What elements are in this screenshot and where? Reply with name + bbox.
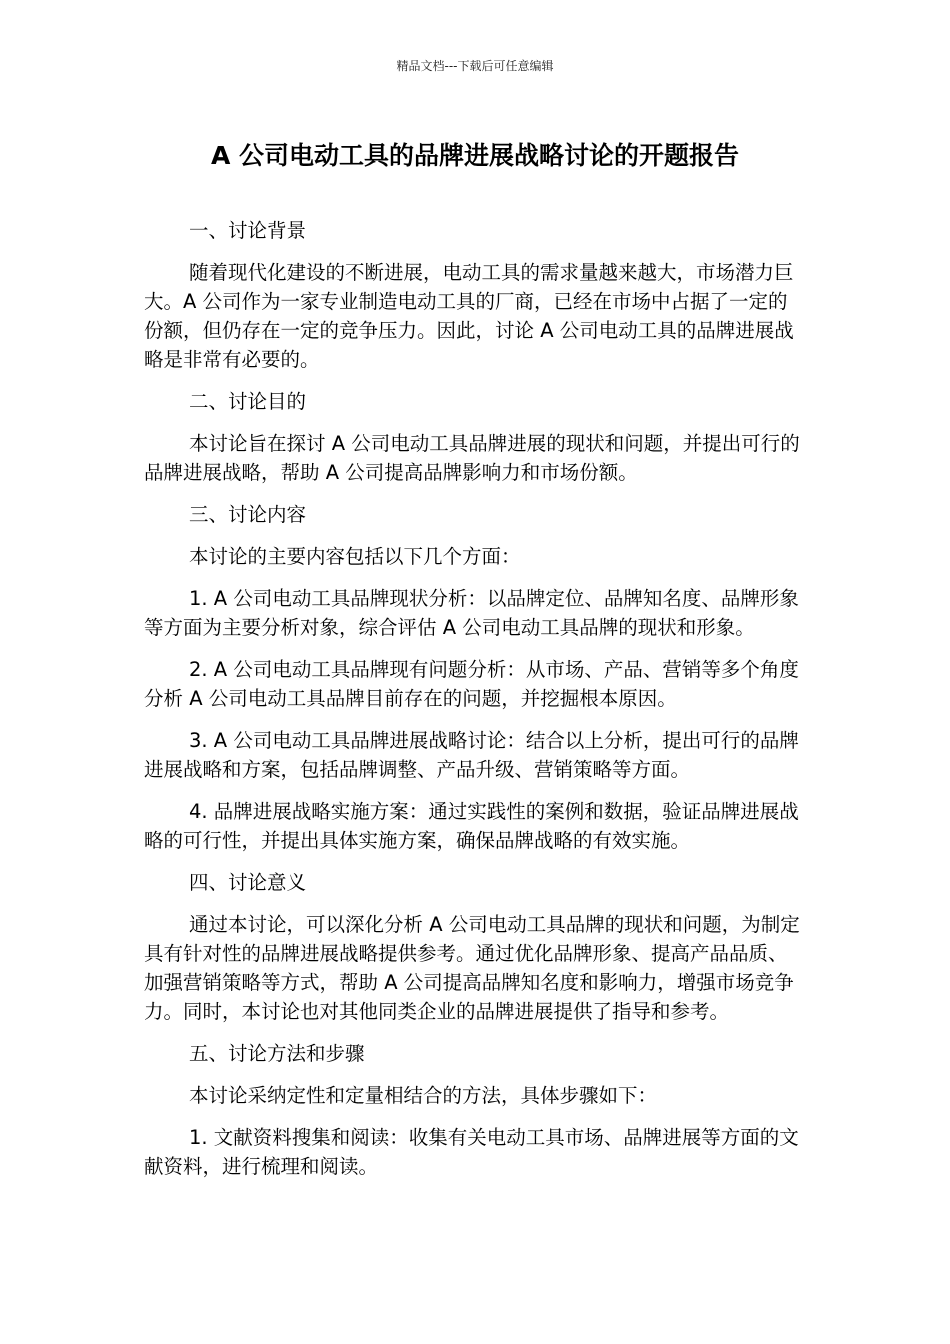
list-item-content-3: 3. A 公司电动工具品牌进展战略讨论：结合以上分析，提出可行的品牌进展战略和方案，包括品牌调整、产品升级、营销策略等方面。 — [144, 729, 799, 781]
paragraph-purpose: 本讨论旨在探讨 A 公司电动工具品牌进展的现状和问题，并提出可行的品牌进展战略，帮助 A 公司提高品牌影响力和市场份额。 — [144, 432, 800, 484]
paragraph-significance: 通过本讨论，可以深化分析 A 公司电动工具品牌的现状和问题，为制定具有针对性的品牌进展战略提供参考。通过优化品牌形象、提高产品品质、加强营销策略等方式，帮助 A 公司提高品牌知名度和影响力，增强市场竞争力。同时，本讨论也对其他同类企业的品牌进展提供了指导和参考。 — [144, 913, 800, 1023]
section-heading-methods: 五、讨论方法和步骤 — [189, 1042, 365, 1065]
document-title: A 公司电动工具的品牌进展战略讨论的开题报告 — [210, 141, 740, 170]
list-item-methods-1: 1. 文献资料搜集和阅读：收集有关电动工具市场、品牌进展等方面的文献资料，进行梳理和阅读。 — [144, 1126, 799, 1178]
paragraph-background: 随着现代化建设的不断进展，电动工具的需求量越来越大，市场潜力巨大。A 公司作为一家专业制造电动工具的厂商，已经在市场中占据了一定的份额，但仍存在一定的竞争压力。因此，讨论 A 公司电动工具的品牌进展战略是非常有必要的。 — [144, 261, 794, 371]
document-body — [144, 216, 806, 1194]
list-item-content-4: 4. 品牌进展战略实施方案：通过实践性的案例和数据，验证品牌进展战略的可行性，并提出具体实施方案，确保品牌战略的有效实施。 — [144, 800, 799, 852]
section-heading-purpose: 二、讨论目的 — [189, 390, 307, 413]
section-heading-content: 三、讨论内容 — [189, 503, 307, 526]
page-header: 精品文档---下载后可任意编辑 — [396, 59, 554, 73]
section-heading-background: 一、讨论背景 — [189, 219, 307, 242]
section-heading-significance: 四、讨论意义 — [189, 871, 307, 894]
paragraph-methods-intro: 本讨论采纳定性和定量相结合的方法，具体步骤如下： — [189, 1084, 658, 1107]
paragraph-content-intro: 本讨论的主要内容包括以下几个方面： — [189, 545, 521, 568]
list-item-content-2: 2. A 公司电动工具品牌现有问题分析：从市场、产品、营销等多个角度分析 A 公司电动工具品牌目前存在的问题，并挖掘根本原因。 — [144, 658, 799, 710]
list-item-content-1: 1. A 公司电动工具品牌现状分析：以品牌定位、品牌知名度、品牌形象等方面为主要分析对象，综合评估 A 公司电动工具品牌的现状和形象。 — [144, 587, 799, 639]
